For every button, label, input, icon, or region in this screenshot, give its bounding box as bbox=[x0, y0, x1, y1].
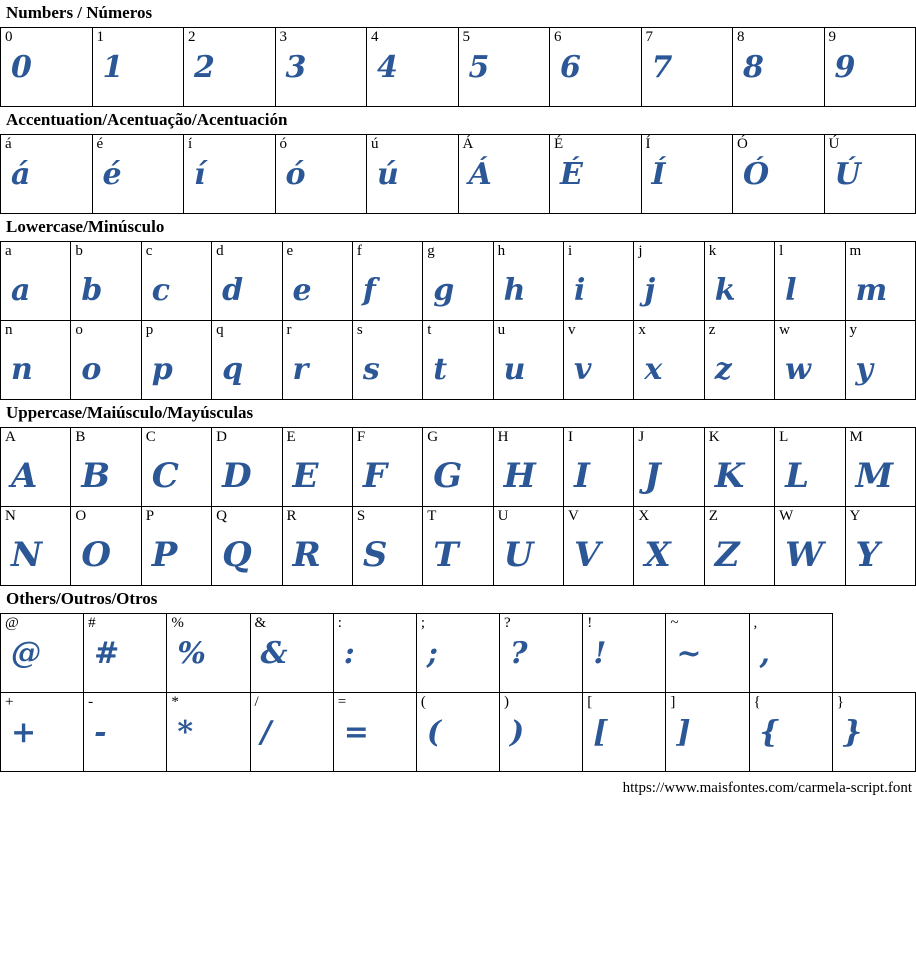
glyph-cell-paren-close bbox=[500, 693, 583, 772]
glyph-label: ] bbox=[670, 694, 676, 710]
glyph-cell-A-acute bbox=[458, 135, 550, 214]
glyph-sample: ] bbox=[676, 714, 692, 750]
glyph-label: l bbox=[779, 243, 784, 259]
glyph-sample: S bbox=[362, 535, 388, 575]
glyph-label: 9 bbox=[828, 29, 836, 45]
glyph-label: U bbox=[497, 508, 509, 524]
glyph-cell-L bbox=[775, 428, 845, 507]
glyph-cell-j bbox=[634, 242, 704, 321]
glyph-cell-7 bbox=[641, 28, 733, 107]
glyph-cell-equals bbox=[333, 693, 416, 772]
glyph-sample: * bbox=[177, 714, 194, 750]
glyph-label: á bbox=[5, 136, 12, 152]
table-row bbox=[1, 242, 916, 321]
glyph-cell-q bbox=[212, 321, 282, 400]
glyph-label: V bbox=[568, 508, 579, 524]
glyph-label: Ó bbox=[737, 136, 748, 152]
glyph-cell-W bbox=[775, 507, 845, 586]
glyph-sample: L bbox=[785, 456, 810, 496]
glyph-label: Y bbox=[849, 508, 861, 524]
glyph-label: 6 bbox=[554, 29, 562, 45]
glyph-sample: H bbox=[503, 456, 537, 496]
glyph-cell-H bbox=[493, 428, 563, 507]
glyph-sample: Á bbox=[468, 156, 493, 192]
glyph-cell-U bbox=[493, 507, 563, 586]
glyph-label: 8 bbox=[737, 29, 745, 45]
glyph-label: e bbox=[286, 243, 294, 259]
glyph-label: u bbox=[497, 322, 506, 338]
glyph-label: v bbox=[568, 322, 576, 338]
glyph-label: S bbox=[356, 508, 366, 524]
glyph-sample: / bbox=[260, 714, 272, 750]
glyph-label: C bbox=[145, 429, 156, 445]
glyph-cell-o bbox=[71, 321, 141, 400]
glyph-label: D bbox=[216, 429, 227, 445]
glyph-cell-O bbox=[71, 507, 141, 586]
glyph-sample: r bbox=[292, 351, 309, 387]
glyph-label: 1 bbox=[96, 29, 104, 45]
glyph-cell-u bbox=[493, 321, 563, 400]
glyph-cell-a bbox=[1, 242, 71, 321]
glyph-label: I bbox=[568, 429, 573, 445]
glyph-label: [ bbox=[587, 694, 593, 710]
glyph-sample: , bbox=[759, 635, 771, 671]
glyph-cell-5 bbox=[458, 28, 550, 107]
glyph-label: 5 bbox=[462, 29, 470, 45]
glyph-label: i bbox=[568, 243, 573, 259]
glyph-sample: t bbox=[433, 351, 448, 387]
glyph-label: ) bbox=[504, 694, 510, 710]
glyph-sample: ú bbox=[377, 156, 400, 192]
glyph-label: o bbox=[75, 322, 83, 338]
glyph-label: ~ bbox=[670, 615, 679, 631]
glyph-cell-I-acute bbox=[641, 135, 733, 214]
glyph-label: x bbox=[638, 322, 646, 338]
glyph-label: m bbox=[849, 243, 862, 259]
glyph-sample: 4 bbox=[377, 49, 399, 85]
glyph-sample: & bbox=[260, 635, 289, 671]
glyph-label: = bbox=[337, 694, 347, 710]
glyph-label: & bbox=[254, 615, 267, 631]
glyph-sample: 9 bbox=[834, 49, 856, 85]
glyph-sample: q bbox=[222, 351, 244, 387]
glyph-sample: F bbox=[362, 456, 388, 496]
glyph-cell-f bbox=[352, 242, 422, 321]
glyph-cell-b bbox=[71, 242, 141, 321]
glyph-label: Q bbox=[216, 508, 227, 524]
glyph-label: t bbox=[427, 322, 432, 338]
glyph-sample: : bbox=[343, 635, 356, 671]
glyph-label: E bbox=[286, 429, 296, 445]
glyph-label: G bbox=[427, 429, 439, 445]
glyph-sample: 1 bbox=[102, 49, 124, 85]
glyph-sample: { bbox=[759, 714, 780, 750]
glyph-cell-hash bbox=[84, 614, 167, 693]
glyph-cell-N bbox=[1, 507, 71, 586]
glyph-sample: D bbox=[222, 456, 253, 496]
glyph-label: c bbox=[145, 243, 153, 259]
glyph-label: + bbox=[5, 694, 14, 710]
glyph-cell-c bbox=[141, 242, 211, 321]
glyph-cell-E-acute bbox=[550, 135, 642, 214]
glyph-sample: x bbox=[644, 351, 663, 387]
glyph-cell-paren-open bbox=[416, 693, 499, 772]
glyph-cell-u-acute bbox=[367, 135, 459, 214]
glyph-label: T bbox=[427, 508, 437, 524]
glyph-cell-w bbox=[775, 321, 845, 400]
glyph-label: ! bbox=[587, 615, 593, 631]
table-row bbox=[1, 321, 916, 400]
glyph-cell-s bbox=[352, 321, 422, 400]
glyph-sample: ; bbox=[426, 635, 439, 671]
glyph-sample: g bbox=[433, 272, 455, 308]
glyph-sample: 7 bbox=[651, 49, 673, 85]
glyph-sample: f bbox=[362, 272, 377, 308]
section-title-lowercase: Lowercase/Minúsculo bbox=[6, 217, 165, 236]
glyph-sample: V bbox=[574, 535, 601, 575]
glyph-table-lowercase bbox=[0, 241, 916, 400]
glyph-cell-bracket-open bbox=[583, 693, 666, 772]
glyph-sample: É bbox=[560, 156, 584, 192]
glyph-label: a bbox=[5, 243, 12, 259]
glyph-cell-S bbox=[352, 507, 422, 586]
source-url[interactable]: https://www.maisfontes.com/carmela-script.font bbox=[622, 780, 912, 796]
glyph-label: Z bbox=[708, 508, 718, 524]
glyph-cell-E bbox=[282, 428, 352, 507]
glyph-cell-l bbox=[775, 242, 845, 321]
glyph-sample: í bbox=[194, 156, 206, 192]
glyph-label: ; bbox=[420, 615, 426, 631]
table-row bbox=[1, 507, 916, 586]
glyph-sample: C bbox=[151, 456, 180, 496]
glyph-sample: ) bbox=[510, 714, 525, 750]
glyph-sample: Z bbox=[714, 535, 741, 575]
glyph-cell-X bbox=[634, 507, 704, 586]
glyph-sample: ~ bbox=[676, 635, 703, 671]
glyph-label: q bbox=[216, 322, 224, 338]
glyph-cell-t bbox=[423, 321, 493, 400]
glyph-label: H bbox=[497, 429, 509, 445]
glyph-cell-M bbox=[845, 428, 916, 507]
glyph-cell-d bbox=[212, 242, 282, 321]
glyph-sample: A bbox=[11, 456, 38, 496]
glyph-sample: - bbox=[94, 714, 108, 750]
glyph-cell-Z bbox=[704, 507, 774, 586]
glyph-cell-colon bbox=[333, 614, 416, 693]
glyph-cell-1 bbox=[92, 28, 184, 107]
glyph-label: N bbox=[5, 508, 16, 524]
glyph-label: d bbox=[216, 243, 224, 259]
glyph-label: í bbox=[188, 136, 193, 152]
glyph-sample: 8 bbox=[743, 49, 765, 85]
glyph-sample: á bbox=[11, 156, 31, 192]
glyph-sample: Ú bbox=[834, 156, 862, 192]
glyph-sample: [ bbox=[593, 714, 608, 750]
table-row bbox=[1, 693, 916, 772]
glyph-label: w bbox=[779, 322, 790, 338]
glyph-label: - bbox=[88, 694, 94, 710]
glyph-cell-e bbox=[282, 242, 352, 321]
section-title-others: Others/Outros/Otros bbox=[6, 589, 158, 608]
glyph-cell-percent bbox=[167, 614, 250, 693]
glyph-cell-o-acute bbox=[275, 135, 367, 214]
glyph-label: r bbox=[286, 322, 292, 338]
table-row bbox=[1, 28, 916, 107]
glyph-label: Ú bbox=[828, 136, 840, 152]
glyph-sample: u bbox=[503, 351, 526, 387]
glyph-label: { bbox=[753, 694, 761, 710]
glyph-cell-n bbox=[1, 321, 71, 400]
glyph-label: R bbox=[286, 508, 297, 524]
glyph-sample: e bbox=[292, 272, 313, 308]
glyph-label: z bbox=[708, 322, 716, 338]
glyph-label: Á bbox=[462, 136, 474, 152]
glyph-label: L bbox=[779, 429, 789, 445]
glyph-cell-at bbox=[1, 614, 84, 693]
glyph-sample: T bbox=[433, 535, 460, 575]
glyph-cell-B bbox=[71, 428, 141, 507]
glyph-cell-bracket-close bbox=[666, 693, 749, 772]
glyph-cell-exclamation bbox=[583, 614, 666, 693]
glyph-sample: Y bbox=[855, 535, 881, 575]
glyph-sample: l bbox=[785, 272, 798, 308]
glyph-sample: y bbox=[855, 351, 874, 387]
glyph-table-uppercase bbox=[0, 427, 916, 586]
table-row bbox=[1, 614, 916, 693]
glyph-sample: W bbox=[785, 535, 824, 575]
glyph-cell-8 bbox=[733, 28, 825, 107]
glyph-label: y bbox=[849, 322, 857, 338]
glyph-sample: Í bbox=[651, 156, 667, 192]
glyph-sample: v bbox=[574, 351, 592, 387]
glyph-label: ( bbox=[420, 694, 426, 710]
glyph-label: h bbox=[497, 243, 506, 259]
glyph-label: K bbox=[708, 429, 720, 445]
glyph-sample: s bbox=[362, 351, 381, 387]
glyph-cell-h bbox=[493, 242, 563, 321]
glyph-cell-4 bbox=[367, 28, 459, 107]
glyph-cell-k bbox=[704, 242, 774, 321]
glyph-cell-O-acute bbox=[733, 135, 825, 214]
glyph-sample: z bbox=[714, 351, 733, 387]
glyph-cell-6 bbox=[550, 28, 642, 107]
glyph-sample: h bbox=[503, 272, 526, 308]
glyph-sample: X bbox=[644, 535, 672, 575]
glyph-label: f bbox=[356, 243, 362, 259]
glyph-cell-brace-close bbox=[832, 693, 915, 772]
glyph-label: * bbox=[171, 694, 179, 710]
glyph-cell-C bbox=[141, 428, 211, 507]
glyph-sample: p bbox=[151, 351, 174, 387]
glyph-label: # bbox=[88, 615, 96, 631]
glyph-cell-plus bbox=[1, 693, 84, 772]
glyph-cell-K bbox=[704, 428, 774, 507]
glyph-label: A bbox=[5, 429, 16, 445]
glyph-label: 2 bbox=[188, 29, 196, 45]
glyph-sample: 0 bbox=[11, 49, 33, 85]
glyph-sample: o bbox=[81, 351, 102, 387]
section-title-uppercase: Uppercase/Maiúsculo/Mayúsculas bbox=[6, 403, 254, 422]
glyph-label: X bbox=[638, 508, 650, 524]
glyph-cell-P bbox=[141, 507, 211, 586]
glyph-cell-m bbox=[845, 242, 916, 321]
glyph-sample: % bbox=[177, 635, 207, 671]
glyph-sample: 6 bbox=[560, 49, 582, 85]
glyph-label: W bbox=[779, 508, 794, 524]
glyph-cell-slash bbox=[250, 693, 333, 772]
glyph-sample: m bbox=[855, 272, 888, 308]
glyph-label: É bbox=[554, 136, 564, 152]
glyph-sample: @ bbox=[11, 635, 42, 671]
glyph-cell-I bbox=[564, 428, 634, 507]
glyph-table-others bbox=[0, 613, 916, 772]
glyph-cell-semicolon bbox=[416, 614, 499, 693]
glyph-table-accentuation bbox=[0, 134, 916, 214]
glyph-cell-V bbox=[564, 507, 634, 586]
glyph-sample: n bbox=[11, 351, 34, 387]
glyph-cell-G bbox=[423, 428, 493, 507]
glyph-label: é bbox=[96, 136, 104, 152]
glyph-cell-0 bbox=[1, 28, 93, 107]
glyph-label: ó bbox=[279, 136, 287, 152]
glyph-cell-p bbox=[141, 321, 211, 400]
glyph-label: s bbox=[356, 322, 363, 338]
glyph-label: j bbox=[638, 243, 643, 259]
glyph-label: p bbox=[145, 322, 154, 338]
glyph-cell-question bbox=[500, 614, 583, 693]
glyph-label: } bbox=[836, 694, 844, 710]
glyph-cell-a-acute bbox=[1, 135, 93, 214]
glyph-sample: 2 bbox=[194, 49, 216, 85]
glyph-sample: é bbox=[102, 156, 123, 192]
glyph-sample: j bbox=[644, 272, 656, 308]
glyph-label: M bbox=[849, 429, 863, 445]
glyph-label: b bbox=[75, 243, 83, 259]
glyph-cell-x bbox=[634, 321, 704, 400]
glyph-label: 3 bbox=[279, 29, 287, 45]
glyph-cell-e-acute bbox=[92, 135, 184, 214]
glyph-label: , bbox=[753, 615, 758, 631]
glyph-cell-i bbox=[564, 242, 634, 321]
glyph-sample: M bbox=[855, 456, 894, 496]
glyph-sample: ó bbox=[285, 156, 307, 192]
glyph-cell-i-acute bbox=[184, 135, 276, 214]
section-title-accentuation: Accentuation/Acentuação/Acentuación bbox=[6, 110, 288, 129]
glyph-label: O bbox=[75, 508, 87, 524]
glyph-label: P bbox=[145, 508, 155, 524]
glyph-sample: ! bbox=[593, 635, 607, 671]
glyph-sample: B bbox=[81, 456, 111, 496]
glyph-sample: Q bbox=[222, 535, 253, 575]
glyph-label: n bbox=[5, 322, 13, 338]
glyph-sample: Ó bbox=[743, 156, 770, 192]
glyph-cell-z bbox=[704, 321, 774, 400]
glyph-cell-9 bbox=[824, 28, 916, 107]
glyph-sample: + bbox=[11, 714, 37, 750]
glyph-cell-J bbox=[634, 428, 704, 507]
glyph-sample: U bbox=[503, 535, 534, 575]
glyph-label: 4 bbox=[371, 29, 379, 45]
glyph-sample: ( bbox=[426, 714, 442, 750]
glyph-sample: K bbox=[714, 456, 745, 496]
glyph-label: k bbox=[708, 243, 717, 259]
glyph-label: : bbox=[337, 615, 342, 631]
glyph-sample: i bbox=[574, 272, 586, 308]
glyph-sample: I bbox=[574, 456, 591, 496]
glyph-cell-r bbox=[282, 321, 352, 400]
glyph-sample: b bbox=[81, 272, 103, 308]
glyph-sample: w bbox=[785, 351, 812, 387]
glyph-cell-Y bbox=[845, 507, 916, 586]
glyph-cell-D bbox=[212, 428, 282, 507]
glyph-label: ú bbox=[371, 136, 379, 152]
glyph-cell-A bbox=[1, 428, 71, 507]
glyph-sample: P bbox=[151, 535, 178, 575]
glyph-label: J bbox=[638, 429, 645, 445]
table-row bbox=[1, 135, 916, 214]
glyph-label: 0 bbox=[5, 29, 13, 45]
glyph-cell-ampersand bbox=[250, 614, 333, 693]
glyph-sample: O bbox=[81, 535, 112, 575]
glyph-sample: ? bbox=[510, 635, 529, 671]
glyph-cell-U-acute bbox=[824, 135, 916, 214]
glyph-sample: G bbox=[433, 456, 463, 496]
glyph-sample: N bbox=[11, 535, 43, 575]
glyph-cell-v bbox=[564, 321, 634, 400]
glyph-sample: = bbox=[343, 714, 370, 750]
glyph-sample: k bbox=[714, 272, 737, 308]
glyph-cell-Q bbox=[212, 507, 282, 586]
glyph-sample: 5 bbox=[468, 49, 490, 85]
glyph-cell-minus bbox=[84, 693, 167, 772]
glyph-sample: # bbox=[94, 635, 120, 671]
table-row bbox=[1, 428, 916, 507]
glyph-sample: a bbox=[11, 272, 31, 308]
glyph-label: F bbox=[356, 429, 366, 445]
glyph-sample: c bbox=[151, 272, 171, 308]
glyph-cell-tilde bbox=[666, 614, 749, 693]
glyph-cell-T bbox=[423, 507, 493, 586]
glyph-label: % bbox=[171, 615, 184, 631]
glyph-label: Í bbox=[645, 136, 651, 152]
section-title-numbers: Numbers / Números bbox=[6, 3, 153, 22]
glyph-sample: 3 bbox=[285, 49, 307, 85]
glyph-sample: J bbox=[644, 456, 661, 496]
glyph-cell-g bbox=[423, 242, 493, 321]
glyph-cell-comma bbox=[749, 614, 832, 693]
glyph-sample: E bbox=[292, 456, 319, 496]
glyph-cell-2 bbox=[184, 28, 276, 107]
glyph-sample: d bbox=[222, 272, 244, 308]
glyph-label: @ bbox=[5, 615, 19, 631]
glyph-cell-asterisk bbox=[167, 693, 250, 772]
glyph-label: g bbox=[427, 243, 435, 259]
glyph-cell-3 bbox=[275, 28, 367, 107]
glyph-label: ? bbox=[504, 615, 511, 631]
glyph-table-numbers bbox=[0, 27, 916, 107]
glyph-cell-F bbox=[352, 428, 422, 507]
glyph-cell-R bbox=[282, 507, 352, 586]
glyph-sample: } bbox=[842, 714, 863, 750]
glyph-label: 7 bbox=[645, 29, 653, 45]
glyph-sample: R bbox=[292, 535, 322, 575]
glyph-label: / bbox=[254, 694, 259, 710]
glyph-label: B bbox=[75, 429, 86, 445]
glyph-cell-y bbox=[845, 321, 916, 400]
glyph-cell-brace-open bbox=[749, 693, 832, 772]
